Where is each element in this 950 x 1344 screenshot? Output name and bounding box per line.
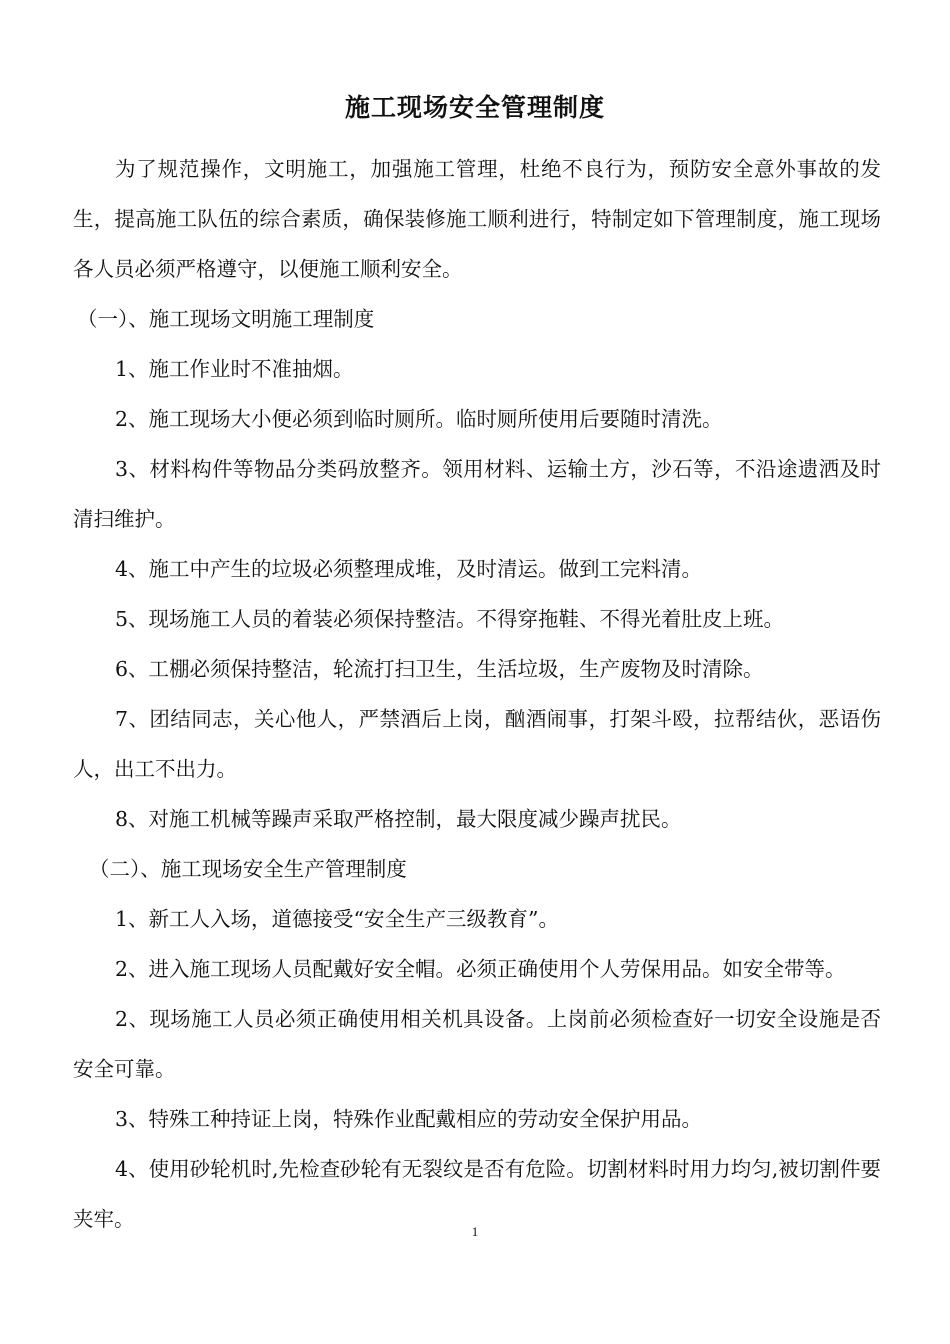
section-heading-2: （二）、施工现场安全生产管理制度	[89, 857, 407, 881]
section1-item: 8、对施工机械等躁声采取严格控制，最大限度减少躁声扰民。	[115, 807, 682, 831]
document-body	[73, 144, 881, 1244]
section2-item: 4、使用砂轮机时,先检查砂轮有无裂纹是否有危险。切割材料时用力均匀,被切割件要夹牢。	[73, 1157, 881, 1231]
section1-item: 5、现场施工人员的着装必须保持整洁。不得穿拖鞋、不得光着肚皮上班。	[115, 607, 785, 631]
section2-item: 3、特殊工种持证上岗，特殊作业配戴相应的劳动安全保护用品。	[115, 1107, 703, 1131]
section1-item: 3、材料构件等物品分类码放整齐。领用材料、运输土方，沙石等，不沿途遗洒及时清扫维护。	[73, 457, 881, 531]
section1-item: 7、团结同志，关心他人，严禁酒后上岗，酗酒闹事，打架斗殴，拉帮结伙，恶语伤人，出工不出力。	[73, 707, 881, 781]
section-heading-1: （一）、施工现场文明施工理制度	[77, 307, 375, 331]
section2-item: 2、进入施工现场人员配戴好安全帽。必须正确使用个人劳保用品。如安全带等。	[115, 957, 846, 981]
page-number: 1	[471, 1224, 479, 1239]
section1-item: 1、施工作业时不准抽烟。	[115, 357, 354, 381]
section1-item: 6、工棚必须保持整洁，轮流打扫卫生，生活垃圾，生产废物及时清除。	[115, 657, 764, 681]
section2-item: 2、现场施工人员必须正确使用相关机具设备。上岗前必须检查好一切安全设施是否安全可靠。	[73, 1007, 881, 1081]
document-title: 施工现场安全管理制度	[344, 93, 605, 122]
section2-item: 1、新工人入场，道德接受“安全生产三级教育”。	[115, 907, 560, 931]
intro-paragraph: 为了规范操作，文明施工，加强施工管理，杜绝不良行为，预防安全意外事故的发生，提高施工队伍的综合素质，确保装修施工顺利进行，特制定如下管理制度，施工现场各人员必须严格遵守，以便施工顺利安全。	[73, 157, 881, 281]
section1-item: 2、施工现场大小便必须到临时厕所。临时厕所使用后要随时清洗。	[115, 407, 723, 431]
section1-item: 4、施工中产生的垃圾必须整理成堆，及时清运。做到工完料清。	[115, 557, 703, 581]
